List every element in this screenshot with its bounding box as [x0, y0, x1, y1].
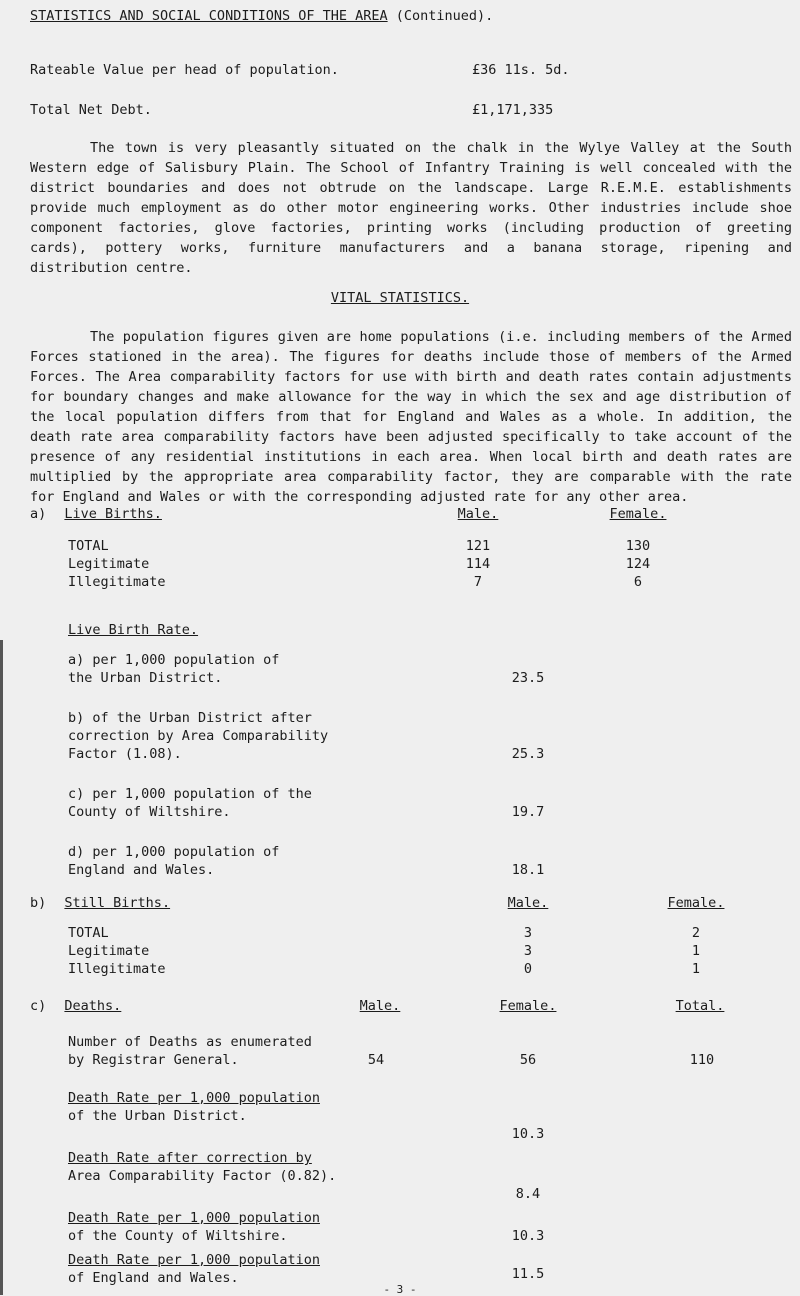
deaths-male: 54	[367, 1052, 385, 1068]
birth-rate-b-value: 25.3	[511, 746, 545, 762]
deaths-female: 56	[519, 1052, 537, 1068]
death-rate-a-line1: Death Rate per 1,000 population	[68, 1090, 320, 1106]
birth-rate-b-line3: Factor (1.08).	[68, 746, 182, 762]
birth-rate-a-value: 23.5	[511, 670, 545, 686]
birth-rate-c-line2: County of Wiltshire.	[68, 804, 231, 820]
still-births-total-male: 3	[523, 925, 533, 941]
col-female: Female.	[609, 506, 667, 522]
col-male: Male.	[507, 895, 549, 911]
birth-rate-b-line1: b) of the Urban District after	[68, 710, 312, 726]
birth-rate-a-line1: a) per 1,000 population of	[68, 652, 280, 668]
section-marker: a)	[30, 506, 47, 522]
death-rate-d-line2: of England and Wales.	[68, 1270, 239, 1286]
death-rate-c-value: 10.3	[511, 1228, 545, 1244]
section-marker: b)	[30, 895, 47, 911]
death-rate-a-line2: of the Urban District.	[68, 1108, 247, 1124]
live-births-legit-female: 124	[625, 556, 651, 572]
still-births-heading	[30, 895, 170, 911]
continued-label: (Continued).	[395, 8, 494, 24]
intro-paragraph: The town is very pleasantly situated on the chalk in the Wylye Valley at the South Western edge of Salisbury Plain. The School of Infantry Training is well concealed with the district boundaries and does not obtrude on the landscape. Large R.E.M.E. establishments provide much employment as do other motor engineering works. Other industries include shoe component factories, glove factories, printing works (including production of greeting cards), pottery works, furniture manufacturers and a banana storage, ripening and distribution centre.	[30, 140, 792, 276]
scan-edge	[0, 640, 3, 1295]
death-rate-d-value: 11.5	[511, 1266, 545, 1282]
still-births-total-label: TOTAL	[68, 925, 109, 941]
col-female: Female.	[667, 895, 725, 911]
still-births-illegit-female: 1	[691, 961, 701, 977]
rateable-value: £36 11s. 5d.	[472, 62, 570, 78]
death-rate-a-value: 10.3	[511, 1126, 545, 1142]
still-births-legit-label: Legitimate	[68, 943, 150, 959]
still-births-total-female: 2	[691, 925, 701, 941]
death-rate-b-value: 8.4	[515, 1186, 541, 1202]
still-births-legit-male: 3	[523, 943, 533, 959]
live-births-legit-label: Legitimate	[68, 556, 150, 572]
still-births-legit-female: 1	[691, 943, 701, 959]
live-births-legit-male: 114	[465, 556, 491, 572]
col-total: Total.	[675, 998, 725, 1014]
vital-paragraph: The population figures given are home populations (i.e. including members of the Armed Forces stationed in the area). The figures for deaths include those of members of the Armed Forces. The Area comparability factors for use with birth and death rates contain adjustments for boundary changes and make allowance for the way in which the sex and age distribution of the local population differs from that for England and Wales as a whole. In addition, the death rate area comparability factors have been adjusted specifically to take account of the presence of any residential institutions in each area. When local birth and death rates are multiplied by the appropriate area comparability factor, they are comparable with the rate for England and Wales or with the corresponding adjusted rate for any other area.	[30, 329, 792, 505]
death-rate-d-line1: Death Rate per 1,000 population	[68, 1252, 320, 1268]
death-rate-b-line2: Area Comparability Factor (0.82).	[68, 1168, 337, 1184]
vital-statistics-heading: VITAL STATISTICS.	[330, 290, 470, 306]
section-title: Still Births.	[64, 895, 171, 911]
birth-rate-b-line2: correction by Area Comparability	[68, 728, 329, 744]
col-male: Male.	[457, 506, 499, 522]
live-births-illegit-label: Illegitimate	[68, 574, 166, 590]
deaths-number-line1: Number of Deaths as enumerated	[68, 1034, 312, 1050]
col-male: Male.	[359, 998, 401, 1014]
death-rate-b-line1: Death Rate after correction by	[68, 1150, 312, 1166]
deaths-total: 110	[689, 1052, 715, 1068]
death-rate-c-line2: of the County of Wiltshire.	[68, 1228, 288, 1244]
page-title: STATISTICS AND SOCIAL CONDITIONS OF THE AREA	[30, 8, 388, 24]
birth-rate-d-line1: d) per 1,000 population of	[68, 844, 280, 860]
still-births-illegit-label: Illegitimate	[68, 961, 166, 977]
birth-rate-d-value: 18.1	[511, 862, 545, 878]
live-births-illegit-male: 7	[473, 574, 483, 590]
col-female: Female.	[499, 998, 557, 1014]
section-title: Live Births.	[64, 506, 162, 522]
birth-rate-c-value: 19.7	[511, 804, 545, 820]
birth-rate-d-line2: England and Wales.	[68, 862, 215, 878]
deaths-heading	[30, 998, 121, 1014]
section-marker: c)	[30, 998, 47, 1014]
still-births-illegit-male: 0	[523, 961, 533, 977]
birth-rate-c-line1: c) per 1,000 population of the	[68, 786, 312, 802]
net-debt-label: Total Net Debt.	[30, 102, 152, 118]
net-debt-value: £1,171,335	[472, 102, 554, 118]
live-births-heading	[30, 506, 162, 522]
live-birth-rate-title: Live Birth Rate.	[68, 622, 199, 638]
live-births-total-label: TOTAL	[68, 538, 109, 554]
deaths-number-line2: by Registrar General.	[68, 1052, 239, 1068]
live-births-total-male: 121	[465, 538, 491, 554]
live-births-total-female: 130	[625, 538, 651, 554]
section-title: Deaths.	[64, 998, 122, 1014]
page-header	[30, 8, 493, 24]
birth-rate-a-line2: the Urban District.	[68, 670, 223, 686]
rateable-value-label: Rateable Value per head of population.	[30, 62, 339, 78]
page-number: - 3 -	[383, 1283, 417, 1296]
death-rate-c-line1: Death Rate per 1,000 population	[68, 1210, 320, 1226]
live-births-illegit-female: 6	[633, 574, 643, 590]
